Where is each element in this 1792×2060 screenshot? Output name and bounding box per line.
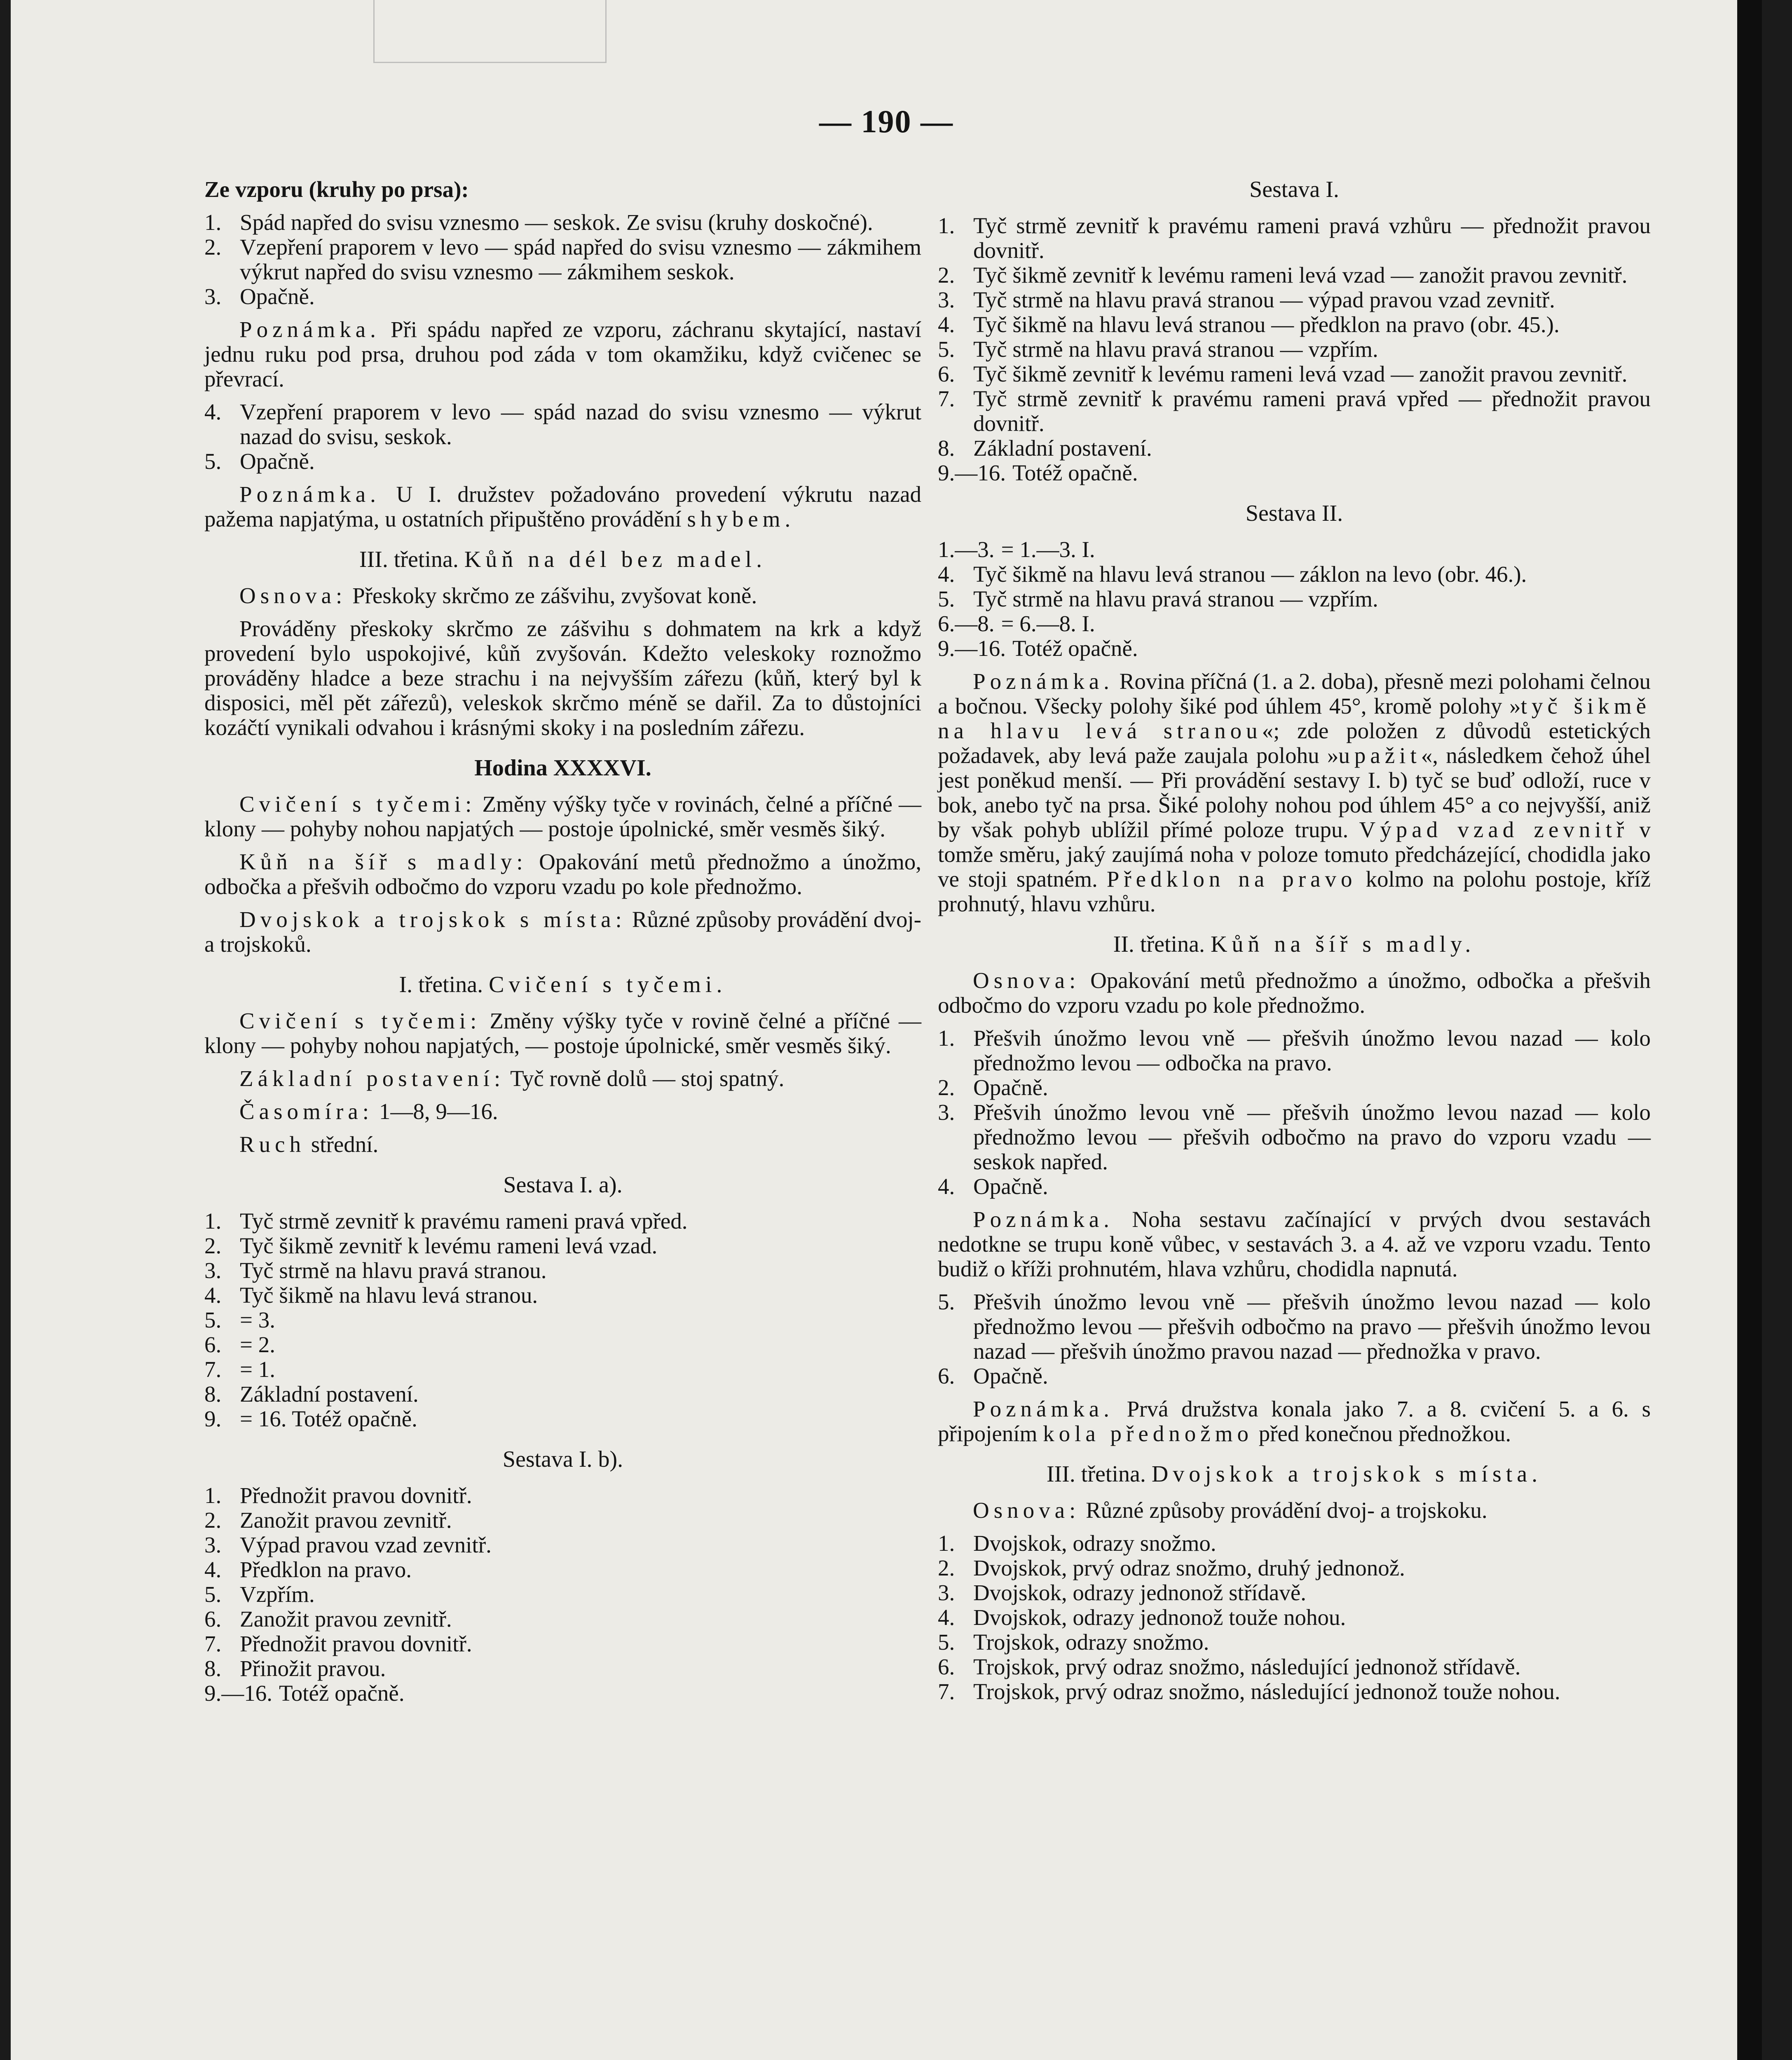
list-item-text: Předklon na pravo. [240, 1557, 412, 1582]
note-text: Při spádu napřed ze vzporu, záchranu skytající, nastaví jednu ruku pod prsa, druhou pod záda v tom okamžiku, když cvičenec se převrací. [204, 317, 921, 391]
list-item [204, 1557, 921, 1582]
list-item-text: Přešvih únožmo levou vně — přešvih únožmo levou nazad — kolo přednožmo levou — přešvih odbočmo na pravo — přešvih únožmo levou nazad — přešvih únožmo pravou nazad — přednožka v pravo. [973, 1289, 1651, 1364]
list-item [938, 1655, 1651, 1679]
summary-label: Cvičení s tyčemi: [239, 791, 476, 817]
list-item-number: 4. [204, 1283, 222, 1308]
note-druzstva [938, 1397, 1651, 1446]
list-item-text: Trojskok, prvý odraz snožmo, následující jednonož touže nohou. [973, 1679, 1560, 1704]
list-item-text: Výpad pravou vzad zevnitř. [240, 1532, 492, 1557]
list-item-number: 6. [938, 361, 955, 386]
kun-exercise-list-2 [938, 1290, 1651, 1388]
osnova-iii-right [938, 1498, 1651, 1523]
list-item-text: Přinožit pravou. [240, 1656, 386, 1681]
ze-vzporu-heading: Ze vzporu (kruhy po prsa): [204, 177, 469, 202]
list-item-text: Tyč šikmě zevnitř k levému rameni levá vzad — zanožit pravou zevnitř. [973, 262, 1628, 288]
list-item-text: Tyč strmě zevnitř k pravému rameni pravá vzhůru — přednožit pravou dovnitř. [973, 213, 1651, 263]
note-vykrut [204, 482, 921, 531]
list-item-text: Trojskok, prvý odraz snožmo, následující jednonož střídavě. [973, 1654, 1521, 1679]
list-item [938, 1580, 1651, 1605]
heading-prefix: I. třetina. [399, 972, 483, 997]
list-item-text: Zanožit pravou zevnitř. [240, 1606, 452, 1632]
list-item [204, 1607, 921, 1632]
list-item-text: Zanožit pravou zevnitř. [240, 1508, 452, 1533]
list-item [938, 312, 1651, 337]
list-item-number: 8. [204, 1656, 222, 1681]
list-item-number: 5. [938, 1629, 955, 1655]
note-text: «; zde položen z důvodů estetických požadavek, aby levá paže zaujala polohu » [938, 718, 1651, 768]
list-item-number: 9.—16. [204, 1681, 272, 1706]
list-item-number: 1. [204, 1208, 222, 1234]
summary-text: Opakování metů přednožmo a únožmo, odbočka a přešvih odbočmo do vzporu vzadu po kole přednožmo. [204, 849, 921, 899]
left-column [204, 177, 921, 1714]
list-item-text: Dvojskok, odrazy jednonož touže nohou. [973, 1605, 1346, 1630]
list-item-text: Dvojskok, prvý odraz snožmo, druhý jednonož. [973, 1555, 1405, 1580]
scanned-page [11, 0, 1762, 2060]
list-item-text: Spád napřed do svisu vznesmo — seskok. Ze svisu (kruhy doskočné). [240, 210, 873, 235]
right-column [938, 177, 1651, 1712]
list-item-number: 6. [204, 1332, 222, 1357]
note-text: v tomže směru, jaký zaujímá noha v poloze tomuto předcházející, chodidla jako ve stoji spatném. [938, 817, 1651, 892]
list-item-text: = 16. Totéž opačně. [240, 1406, 417, 1431]
list-item [204, 449, 921, 474]
list-item-number: 5. [204, 449, 222, 474]
note-text: Rovina příčná (1. a 2. doba), přesně mezi polohami čelnou a bočnou. Všecky polohy šiké pod úhlem 45°, kromě polohy » [938, 669, 1651, 719]
list-item [938, 337, 1651, 362]
list-item-text: Totéž opačně. [1012, 636, 1138, 661]
list-item [938, 1075, 1651, 1100]
list-item-number: 8. [938, 435, 955, 461]
list-item [938, 1556, 1651, 1580]
list-item-text: Tyč strmě zevnitř k pravému rameni pravá vpřed — přednožit pravou dovnitř. [973, 386, 1651, 436]
list-item-text: Opačně. [240, 449, 315, 474]
list-item-text: Tyč strmě na hlavu pravá stranou — vzpřím. [973, 337, 1378, 362]
list-item-text: Přešvih únožmo levou vně — přešvih únožmo levou nazad — kolo přednožmo levou — odbočka na pravo. [973, 1025, 1651, 1075]
list-item [204, 1258, 921, 1283]
list-item-text: Dvojskok, odrazy jednonož střídavě. [973, 1580, 1307, 1605]
list-item-number: 9.—16. [938, 636, 1006, 661]
list-item [204, 1632, 921, 1656]
list-item-number: 3. [204, 284, 222, 309]
list-item-number: 5. [938, 337, 955, 362]
list-item-number: 1. [204, 1483, 222, 1508]
note-text: «, následkem čehož úhel jest poněkud menší. — Při provádění sestavy I. b) tyč se buď odloží, ruce v bok, anebo tyč na prsa. Šiké polohy nohou pod úhlem 45° a co nejvyšší, aniž by však pohyb ublížil přímé poloze trupu. [938, 743, 1651, 842]
list-item-text: Tyč šikmě na hlavu levá stranou. [240, 1283, 538, 1308]
sestava-ia-list [204, 1209, 921, 1431]
list-item-number: 1.—3. [938, 537, 995, 562]
osnova-label: Osnova: [239, 583, 347, 608]
list-item-number: 6. [938, 1363, 955, 1388]
summary-label: Kůň na šíř s madly: [239, 849, 527, 874]
list-item-number: 2. [204, 1233, 222, 1258]
list-item-number: 3. [938, 1580, 955, 1605]
list-item-text: Opačně. [973, 1075, 1048, 1100]
osnova-text: Opakování metů přednožmo a únožmo, odbočka a přešvih odbočmo do vzporu vzadu po kole přednožmo. [938, 968, 1651, 1018]
list-item-text: Základní postavení. [240, 1381, 419, 1407]
note-text: Noha sestavu začínající v prvých dvou sestavách nedotkne se trupu koně vůbec, v sestavách 3. a 4. až ve vzporu vzadu. Tento budiž o kříži prohnutém, hlava vzhůru, chodidla napnutá. [938, 1207, 1651, 1281]
note-text: U I. družstev požadováno provedení výkrutu nazad pažema napjatýma, u ostatních připuštěno provádění [204, 482, 921, 531]
list-item-text: Přednožit pravou dovnitř. [240, 1631, 472, 1656]
paragraph-preskoky: Prováděny přeskoky skrčmo ze zášvihu s dohmatem na krk a když provedení bylo uspokojivé, kůň zvyšován. Kdežto veleskoky roznožmo prováděny hladce a beze strachu i na nejvyšším zářezu (kůň, který byl k disposici, měl pět zářezů), veleskok skrčmo méně se dařil. Za to důstojníci kozáčtí vynikali odvahou i krásnými skoky i na posledním zářezu. [204, 616, 921, 740]
cviceni-tycemi-desc [204, 1009, 921, 1058]
list-item-text: Vzpřím. [240, 1582, 315, 1607]
note-emphasis: upažit [1338, 743, 1421, 768]
list-item [938, 1679, 1651, 1704]
osnova-ii [938, 968, 1651, 1018]
note-spad [204, 317, 921, 391]
note-label: Poznámka. [239, 482, 380, 507]
list-item [204, 400, 921, 449]
note-emphasis: Předklon na pravo [1106, 866, 1357, 892]
list-item [204, 1332, 921, 1357]
list-item-text: Přednožit pravou dovnitř. [240, 1483, 472, 1508]
list-item-number: 2. [938, 1075, 955, 1100]
list-item-number: 7. [938, 1679, 955, 1704]
list-item-text: Tyč strmě na hlavu pravá stranou — vzpřím. [973, 586, 1378, 611]
osnova-iii [204, 583, 921, 608]
list-item-text: Základní postavení. [973, 435, 1152, 461]
list-item-text: Vzepření praporem v levo — spád napřed do svisu vznesmo — zákmihem výkrut napřed do svisu vznesmo — zákmihem seskok. [240, 234, 921, 284]
list-item-number: 3. [938, 287, 955, 312]
list-item-text: Totéž opačně. [1012, 460, 1138, 485]
list-item [938, 1531, 1651, 1556]
page-number: — 190 — [819, 103, 953, 139]
note-label: Poznámka. [973, 1207, 1114, 1232]
list-item-number: 2. [938, 262, 955, 288]
library-stamp-mark [373, 0, 607, 63]
list-item-number: 1. [938, 1025, 955, 1051]
list-item-text: Tyč strmě zevnitř k pravému rameni pravá vpřed. [240, 1208, 688, 1234]
list-item [938, 1630, 1651, 1655]
list-item-number: 9.—16. [938, 460, 1006, 485]
list-item-number: 4. [938, 562, 955, 587]
list-item [204, 1508, 921, 1533]
heading-prefix: III. třetina. [1046, 1461, 1146, 1487]
list-item-text: Tyč šikmě na hlavu levá stranou — předklon na pravo (obr. 45.). [973, 312, 1560, 337]
heading-iii-tretina [204, 547, 921, 572]
heading-sestava-ii: Sestava II. [1245, 501, 1343, 526]
skok-list [938, 1531, 1651, 1704]
list-item-text: Tyč šikmě zevnitř k levému rameni levá vzad. [240, 1233, 658, 1258]
list-item-number: 2. [204, 234, 222, 260]
list-item-number: 5. [204, 1307, 222, 1332]
desc-label: Časomíra: [239, 1099, 374, 1124]
list-item-number: 5. [938, 1289, 955, 1314]
heading-ii-tretina [938, 932, 1651, 957]
list-item-number: 6. [204, 1606, 222, 1632]
heading-sestava-ia: Sestava I. a). [503, 1172, 623, 1198]
list-item-number: 8. [204, 1381, 222, 1407]
list-item-number: 3. [938, 1100, 955, 1125]
sestava-ii-list [938, 537, 1651, 661]
list-item-number: 4. [938, 312, 955, 337]
list-item-text: Tyč strmě na hlavu pravá stranou. [240, 1258, 547, 1283]
summary-label: Dvojskok a trojskok s místa: [239, 907, 626, 932]
list-item-number: 7. [204, 1631, 222, 1656]
list-item-text: Vzepření praporem v levo — spád nazad do svisu vznesmo — výkrut nazad do svisu, seskok. [240, 399, 921, 449]
list-item [204, 1308, 921, 1332]
summary-kun [204, 850, 921, 899]
heading-sestava-i: Sestava I. [1249, 177, 1339, 202]
list-item-text: Opačně. [240, 284, 315, 309]
ze-vzporu-list [204, 210, 921, 309]
summary-cviceni-tycemi [204, 792, 921, 841]
list-item [204, 1357, 921, 1382]
osnova-label: Osnova: [973, 968, 1080, 993]
section-ze-vzporu [204, 177, 921, 309]
osnova-text: Přeskoky skrčmo ze zášvihu, zvyšovat koně. [352, 583, 757, 608]
list-item-number: 1. [938, 1531, 955, 1556]
note-noha [938, 1207, 1651, 1281]
list-item-text: Přešvih únožmo levou vně — přešvih únožmo levou nazad — kolo přednožmo levou — přešvih odbočmo na pravo do vzporu vzadu — seskok napřed. [973, 1100, 1651, 1174]
heading-title: Cvičení s tyčemi. [489, 972, 727, 997]
scan-edge-shadow [1737, 0, 1762, 2060]
osnova-label: Osnova: [973, 1498, 1080, 1523]
list-item-text: Trojskok, odrazy snožmo. [973, 1629, 1209, 1655]
zakladni-postaveni [204, 1066, 921, 1091]
sestava-ib-list [204, 1483, 921, 1706]
list-item [204, 1209, 921, 1234]
desc-text: Změny výšky tyče v rovině čelné a příčné — klony — pohyby nohou napjatých, — postoje úpolnické, směr vesměs šiký. [204, 1008, 922, 1058]
list-item [204, 1483, 921, 1508]
note-emphasis: tyč šikmě na hlavu levá stranou [938, 693, 1651, 743]
list-item [938, 461, 1651, 485]
note-text: Prvá družstva konala jako 7. a 8. cvičení 5. a 6. s připojením [938, 1396, 1651, 1446]
list-item-number: 7. [938, 386, 955, 411]
heading-hodina: Hodina XXXXVI. [474, 755, 651, 781]
note-label: Poznámka. [973, 669, 1114, 694]
heading-prefix: II. třetina. [1113, 932, 1205, 957]
note-label: Poznámka. [239, 317, 380, 342]
list-item [204, 1283, 921, 1308]
list-item [938, 263, 1651, 288]
list-item [938, 1100, 1651, 1174]
osnova-text: Různé způsoby provádění dvoj- a trojskoku. [1086, 1498, 1487, 1523]
list-item [204, 1234, 921, 1258]
desc-text: 1—8, 9—16. [379, 1099, 498, 1124]
list-item-text: Opačně. [973, 1174, 1048, 1199]
list-item-number: 5. [938, 586, 955, 611]
list-item [204, 1582, 921, 1607]
note-emphasis: shybem. [687, 506, 795, 531]
heading-i-tretina [204, 972, 921, 997]
list-item-number: 3. [204, 1532, 222, 1557]
list-item-text: Dvojskok, odrazy snožmo. [973, 1531, 1216, 1556]
list-item [938, 213, 1651, 263]
heading-sestava-ib: Sestava I. b). [502, 1447, 623, 1472]
desc-label: Cvičení s tyčemi: [239, 1008, 481, 1033]
list-item [204, 1681, 921, 1706]
list-item-text: Totéž opačně. [279, 1681, 405, 1706]
list-item [204, 235, 921, 284]
list-item-number: 6. [938, 1654, 955, 1679]
list-item-text: Tyč šikmě na hlavu levá stranou — záklon na levo (obr. 46.). [973, 562, 1527, 587]
list-item [938, 636, 1651, 661]
heading-title: Kůň na šíř s madly. [1210, 932, 1476, 957]
list-item-text: Opačně. [973, 1363, 1048, 1388]
list-item-number: 5. [204, 1582, 222, 1607]
list-item [204, 1656, 921, 1681]
list-item-number: 2. [938, 1555, 955, 1580]
list-item [938, 1026, 1651, 1075]
vzepreni-list [204, 400, 921, 474]
desc-text: střední. [311, 1132, 379, 1157]
list-item-text: = 1. [240, 1357, 276, 1382]
note-rovina [938, 669, 1651, 916]
list-item-number: 4. [204, 1557, 222, 1582]
list-item [938, 1605, 1651, 1630]
summary-text: Různé způsoby provádění dvoj- a trojskoků. [204, 907, 921, 957]
list-item-text: Tyč šikmě zevnitř k levému rameni levá vzad — zanožit pravou zevnitř. [973, 361, 1628, 386]
note-text: před konečnou přednožkou. [1258, 1421, 1511, 1446]
note-emphasis: kola přednožmo [1043, 1421, 1253, 1446]
ruch [204, 1132, 921, 1157]
heading-title: Dvojskok a trojskok s místa. [1151, 1461, 1542, 1487]
desc-text: Tyč rovně dolů — stoj spatný. [510, 1066, 785, 1091]
list-item-text: = 3. [240, 1307, 276, 1332]
list-item-number: 1. [938, 213, 955, 238]
list-item-number: 3. [204, 1258, 222, 1283]
summary-text: Změny výšky tyče v rovinách, čelné a příčné — klony — pohyby nohou napjatých — postoje úpolnické, směr vesměs šiký. [204, 791, 922, 841]
list-item-number: 2. [204, 1508, 222, 1533]
list-item-text: Tyč strmě na hlavu pravá stranou — výpad pravou vzad zevnitř. [973, 287, 1555, 312]
sestava-i-list [938, 213, 1651, 485]
list-item-number: 1. [204, 210, 222, 235]
list-item [204, 210, 921, 235]
desc-label: Základní postavení: [239, 1066, 505, 1091]
list-item-text: = 6.—8. I. [1001, 611, 1095, 636]
list-item-number: 4. [204, 399, 222, 424]
kun-exercise-list [938, 1026, 1651, 1199]
list-item-text: = 2. [240, 1332, 276, 1357]
list-item-number: 7. [204, 1357, 222, 1382]
note-text: kolmo na polohu postoje, kříž prohnutý, hlavu vzhůru. [938, 866, 1651, 916]
note-emphasis: Výpad vzad zevnitř [1359, 817, 1629, 842]
list-item-number: 4. [938, 1605, 955, 1630]
list-item [938, 288, 1651, 312]
list-item [204, 1407, 921, 1431]
list-item-number: 4. [938, 1174, 955, 1199]
summary-dvojskok [204, 907, 921, 957]
list-item-number: 9. [204, 1406, 222, 1431]
casomira [204, 1099, 921, 1124]
list-item [938, 1174, 1651, 1199]
list-item [938, 1364, 1651, 1388]
heading-iii-tretina-right [938, 1462, 1651, 1486]
list-item [938, 1290, 1651, 1364]
desc-label: Ruch [239, 1132, 306, 1157]
list-item [204, 1533, 921, 1557]
list-item [938, 436, 1651, 461]
list-item [938, 537, 1651, 562]
list-item [938, 362, 1651, 386]
heading-prefix: III. třetina. [359, 547, 459, 572]
list-item [938, 611, 1651, 636]
list-item-number: 6.—8. [938, 611, 995, 636]
list-item [204, 1382, 921, 1407]
note-label: Poznámka. [973, 1396, 1114, 1421]
list-item [938, 587, 1651, 611]
list-item [204, 284, 921, 309]
list-item-text: = 1.—3. I. [1001, 537, 1095, 562]
list-item [938, 562, 1651, 587]
list-item [938, 386, 1651, 436]
heading-title: Kůň na dél bez madel. [464, 547, 767, 572]
